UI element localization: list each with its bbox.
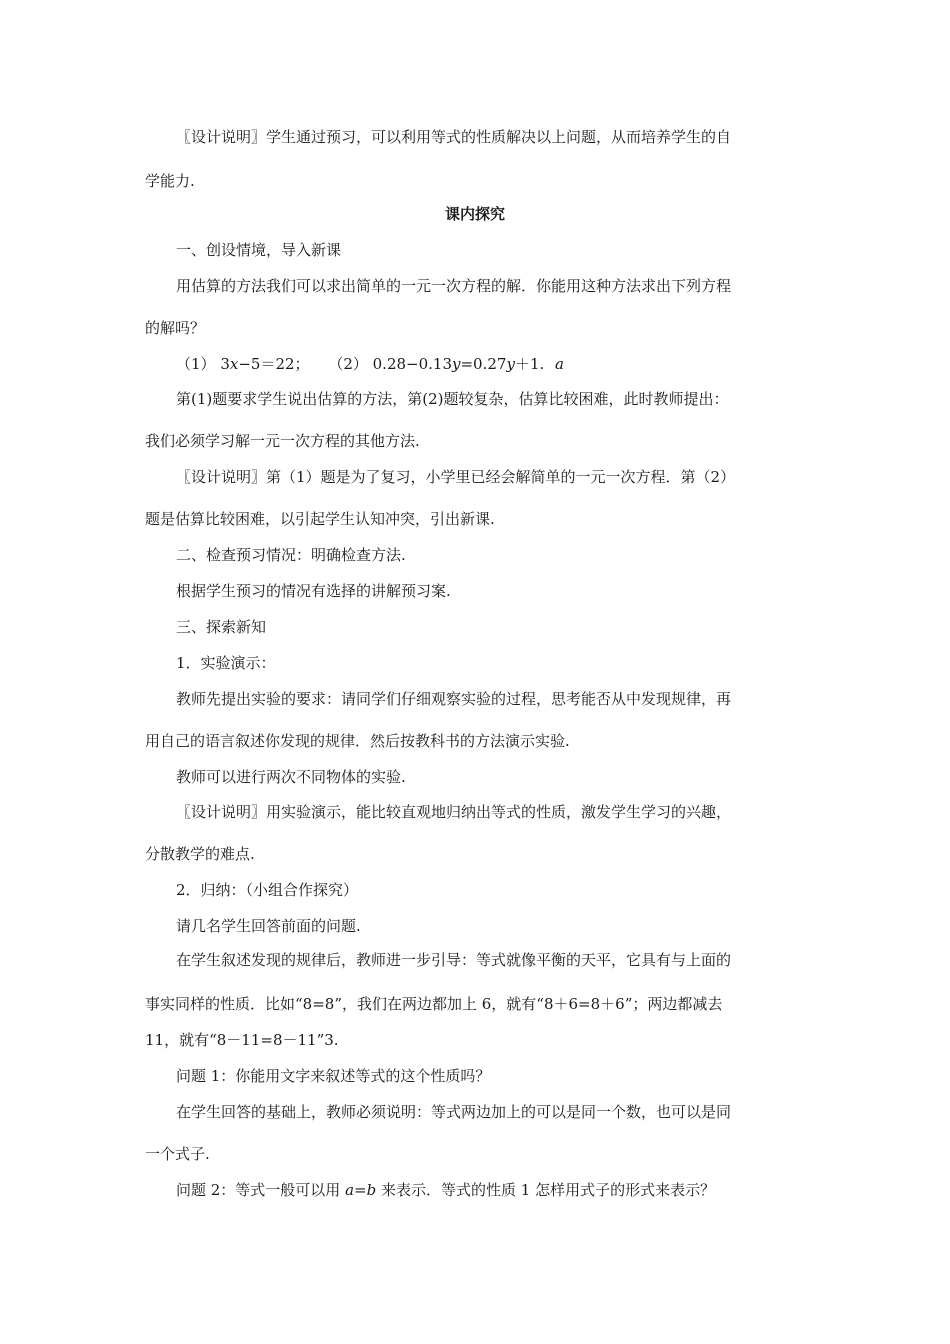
- equation-1-part-a: 3: [215, 355, 230, 373]
- paragraph-12-line-2: 一个式子.: [145, 1145, 210, 1163]
- equation-2-variable-y-2: y: [506, 355, 515, 373]
- equations-line: [176, 354, 564, 374]
- question-2-prefix: 问题 2：等式一般可以用: [176, 1181, 346, 1199]
- equation-2-label: （2）: [328, 355, 368, 373]
- equation-1-label: （1）: [176, 355, 216, 373]
- question-2-variable: a=b: [345, 1181, 377, 1199]
- paragraph-7-line-2: 用自己的语言叙述你发现的规律．然后按教科书的方法演示实验.: [145, 732, 570, 750]
- paragraph-10: 请几名学生回答前面的问题.: [176, 917, 361, 935]
- equation-2-tail: a: [555, 355, 564, 373]
- design-note-3-line-1: 〖设计说明〗用实验演示，能比较直观地归纳出等式的性质，激发学生学习的兴趣，: [176, 803, 732, 821]
- paragraph-12-line-1: 在学生回答的基础上，教师必须说明：等式两边加上的可以是同一个数，也可以是同: [176, 1103, 732, 1121]
- equation-2-variable-y-1: y: [452, 355, 461, 373]
- question-2-suffix: 来表示．等式的性质 1 怎样用式子的形式来表示？: [376, 1181, 716, 1199]
- design-note-2-line-1: 〖设计说明〗第（1）题是为了复习，小学里已经会解简单的一元一次方程．第（2）: [176, 468, 736, 486]
- design-note-2-line-2: 题是估算比较困难，以引起学生认知冲突，引出新课.: [145, 510, 495, 528]
- equation-1-part-b: −5＝22；: [238, 355, 310, 373]
- design-note-1-line-2: 学能力.: [145, 172, 195, 190]
- equation-2-part-b: =0.27: [460, 355, 507, 373]
- step-3-heading: 三、探索新知: [176, 618, 267, 636]
- paragraph-2-line-2: 的解吗？: [145, 319, 206, 337]
- paragraph-6: 根据学生预习的情况有选择的讲解预习案.: [176, 582, 451, 600]
- paragraph-11-line-1: 在学生叙述发现的规律后，教师进一步引导：等式就像平衡的天平，它具有与上面的: [176, 951, 732, 969]
- paragraph-4-line-2: 我们必须学习解一元一次方程的其他方法.: [145, 432, 420, 450]
- paragraph-11-line-2: 事实同样的性质．比如“8=8”，我们在两边都加上 6，就有“8＋6=8＋6”；两边都减去: [145, 995, 723, 1013]
- paragraph-2-line-1: 用估算的方法我们可以求出简单的一元一次方程的解．你能用这种方法求出下列方程: [176, 277, 732, 295]
- paragraph-7-line-1: 教师先提出实验的要求：请同学们仔细观察实验的过程，思考能否从中发现规律，再: [176, 690, 732, 708]
- step-1-heading: 一、创设情境，导入新课: [176, 241, 342, 259]
- equation-1-variable-x: x: [229, 355, 239, 373]
- question-1: 问题 1：你能用文字来叙述等式的这个性质吗？: [176, 1067, 491, 1085]
- equation-2-part-c: ＋1.: [514, 355, 545, 373]
- step-3-1-heading: 1．实验演示：: [176, 654, 276, 672]
- paragraph-11-line-3: 11，就有“8－11=8－11”3.: [145, 1031, 339, 1049]
- equation-2-part-a: 0.28−0.13: [367, 355, 452, 373]
- step-2-heading: 二、检查预习情况：明确检查方法.: [176, 546, 406, 564]
- paragraph-4-line-1: 第(1)题要求学生说出估算的方法，第(2)题较复杂，估算比较困难，此时教师提出：: [176, 390, 729, 408]
- design-note-1-line-1: 〖设计说明〗学生通过预习，可以利用等式的性质解决以上问题，从而培养学生的自: [176, 128, 732, 146]
- paragraph-8: 教师可以进行两次不同物体的实验.: [176, 768, 406, 786]
- question-2: [176, 1180, 715, 1200]
- step-3-2-heading: 2．归纳：（小组合作探究）: [176, 881, 359, 899]
- design-note-3-line-2: 分散教学的难点.: [145, 845, 255, 863]
- section-heading: 课内探究: [444, 205, 505, 223]
